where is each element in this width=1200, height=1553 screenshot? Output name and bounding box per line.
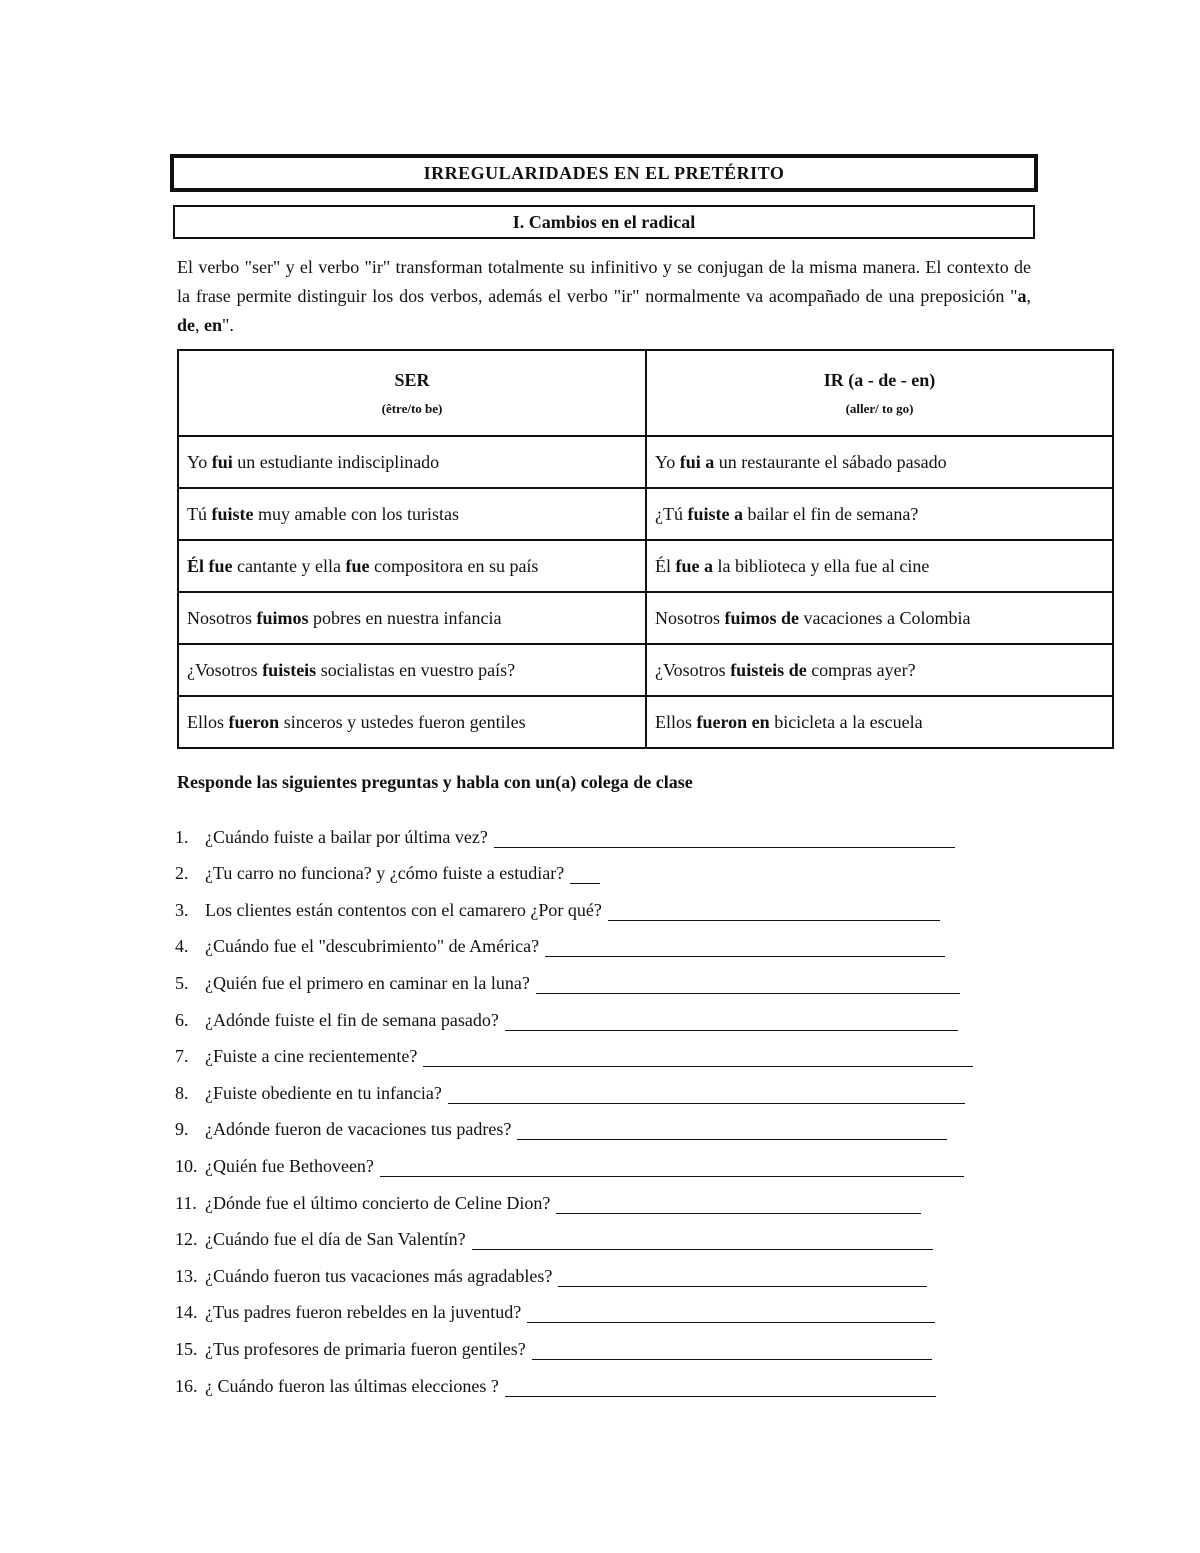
intro-text: El verbo "ser" y el verbo "ir" transforman totalmente su infinitivo y se conjugan de la misma manera. El contexto de la frase permite distinguir los dos verbos, además el verbo "ir" normalmente va acompañado de una preposición " (177, 257, 1031, 306)
ir-text: Él (655, 555, 676, 576)
table-row (178, 644, 1113, 696)
ser-text: cantante y ella (232, 555, 346, 576)
question-item (175, 1252, 973, 1289)
question-item (175, 1362, 973, 1399)
ir-verb: fuimos de (724, 607, 800, 628)
table-row (178, 592, 1113, 644)
ser-cell (178, 540, 646, 592)
ser-verb: fue (345, 555, 370, 576)
ser-cell (178, 488, 646, 540)
ir-text: un restaurante el sábado pasado (714, 451, 947, 472)
question-number: 8. (175, 1082, 189, 1103)
intro-prep-a: a (1017, 286, 1027, 306)
ser-text: un estudiante indisciplinado (232, 451, 440, 472)
intro-prep-de: de (177, 315, 195, 335)
ser-cell (178, 696, 646, 748)
answer-line[interactable] (472, 1229, 933, 1250)
questions-heading: Responde las siguientes preguntas y habla con un(a) colega de clase (177, 772, 693, 792)
ir-text: vacaciones a Colombia (799, 607, 971, 628)
intro-paragraph (177, 253, 1031, 340)
question-text: ¿Cuándo fue el "descubrimiento" de América? (205, 936, 540, 957)
ir-cell (646, 644, 1113, 696)
ser-verb: fuiste (211, 503, 254, 524)
answer-line[interactable] (536, 973, 960, 994)
question-text: ¿Quién fue Bethoveen? (205, 1155, 374, 1176)
ir-text: compras ayer? (806, 659, 916, 680)
question-item (175, 1179, 973, 1216)
question-item (175, 1289, 973, 1326)
ir-text: bailar el fin de semana? (742, 503, 919, 524)
question-text: Los clientes están contentos con el camarero ¿Por qué? (205, 899, 602, 920)
answer-line[interactable] (558, 1266, 927, 1287)
question-number: 11. (175, 1192, 197, 1213)
question-item (175, 1069, 973, 1106)
question-text: ¿ Cuándo fueron las últimas elecciones ? (205, 1375, 499, 1396)
ser-verb: fui (211, 451, 233, 472)
question-text: ¿Fuiste obediente en tu infancia? (205, 1082, 442, 1103)
question-text: ¿Dónde fue el último concierto de Celine Dion? (205, 1192, 551, 1213)
question-item (175, 813, 973, 850)
ir-text: ¿Tú (655, 503, 688, 524)
ser-cell (178, 592, 646, 644)
ir-verb: fue a (675, 555, 713, 576)
intro-sep: , (195, 315, 204, 335)
ser-text: Ellos (187, 711, 229, 732)
ser-header-label: SER (394, 369, 430, 390)
ser-cell (178, 644, 646, 696)
question-text: ¿Cuándo fueron tus vacaciones más agradables? (205, 1265, 553, 1286)
answer-line[interactable] (532, 1339, 932, 1360)
question-number: 5. (175, 972, 189, 993)
answer-line[interactable] (380, 1156, 964, 1177)
ir-cell (646, 436, 1113, 488)
ser-cell (178, 436, 646, 488)
answer-line[interactable] (423, 1046, 973, 1067)
answer-line[interactable] (570, 863, 600, 884)
ser-text: socialistas en vuestro país? (316, 659, 516, 680)
question-number: 10. (175, 1155, 198, 1176)
question-number: 15. (175, 1338, 198, 1359)
question-item (175, 850, 973, 887)
questions-list (175, 813, 973, 1399)
table-header-row (178, 350, 1113, 436)
question-item (175, 1033, 973, 1070)
ir-cell (646, 488, 1113, 540)
ir-header-label: IR (a - de - en) (823, 369, 936, 390)
ser-verb: fueron (228, 711, 280, 732)
question-text: ¿Adónde fueron de vacaciones tus padres? (205, 1119, 512, 1140)
ser-text: compositora en su país (369, 555, 539, 576)
intro-prep-en: en (204, 315, 222, 335)
question-item (175, 1142, 973, 1179)
ir-header-sub: (aller/ to go) (845, 400, 914, 416)
ser-text: pobres en nuestra infancia (308, 607, 502, 628)
question-item (175, 1325, 973, 1362)
answer-line[interactable] (556, 1193, 921, 1214)
question-number: 4. (175, 936, 189, 957)
ir-header (646, 350, 1113, 436)
ser-verb: Él fue (187, 555, 233, 576)
question-number: 12. (175, 1229, 198, 1250)
question-number: 2. (175, 863, 189, 884)
answer-line[interactable] (517, 1119, 947, 1140)
question-number: 9. (175, 1119, 189, 1140)
question-text: ¿Tus profesores de primaria fueron gentiles? (205, 1338, 526, 1359)
table-row (178, 540, 1113, 592)
ir-cell (646, 696, 1113, 748)
ir-text: la biblioteca y ella fue al cine (713, 555, 930, 576)
intro-end: ". (222, 315, 234, 335)
answer-line[interactable] (494, 827, 955, 848)
section-heading-text: I. Cambios en el radical (512, 211, 696, 232)
ir-text: Nosotros (655, 607, 725, 628)
table-row (178, 696, 1113, 748)
question-text: ¿Adónde fuiste el fin de semana pasado? (205, 1009, 499, 1030)
question-text: ¿Cuándo fue el día de San Valentín? (205, 1229, 466, 1250)
question-item (175, 996, 973, 1033)
question-text: ¿Quién fue el primero en caminar en la luna? (205, 972, 530, 993)
section-heading (173, 205, 1035, 239)
answer-line[interactable] (505, 1010, 958, 1031)
table-row (178, 436, 1113, 488)
question-text: ¿Tus padres fueron rebeldes en la juventud? (205, 1302, 522, 1323)
ir-cell (646, 592, 1113, 644)
question-item (175, 886, 973, 923)
ir-verb: fui a (679, 451, 715, 472)
question-item (175, 959, 973, 996)
question-number: 14. (175, 1302, 198, 1323)
page-title (170, 154, 1038, 192)
ir-verb: fueron en (696, 711, 770, 732)
ser-text: Nosotros (187, 607, 257, 628)
ser-verb: fuimos (256, 607, 309, 628)
ir-verb: fuisteis de (730, 659, 807, 680)
table-row (178, 488, 1113, 540)
ser-text: Yo (187, 451, 212, 472)
answer-line[interactable] (527, 1302, 935, 1323)
question-number: 6. (175, 1009, 189, 1030)
question-number: 16. (175, 1375, 198, 1396)
question-number: 3. (175, 899, 189, 920)
question-text: ¿Tu carro no funciona? y ¿cómo fuiste a estudiar? (205, 863, 565, 884)
question-item (175, 923, 973, 960)
question-item (175, 1106, 973, 1143)
question-number: 7. (175, 1046, 189, 1067)
question-number: 1. (175, 826, 189, 847)
answer-line[interactable] (448, 1083, 965, 1104)
ser-header (178, 350, 646, 436)
ir-text: ¿Vosotros (655, 659, 731, 680)
question-item (175, 1216, 973, 1253)
ser-header-sub: (être/to be) (381, 400, 443, 416)
conjugation-table (177, 349, 1114, 749)
intro-sep: , (1026, 286, 1031, 306)
ser-text: Tú (187, 503, 212, 524)
ir-cell (646, 540, 1113, 592)
question-text: ¿Fuiste a cine recientemente? (205, 1046, 418, 1067)
answer-line[interactable] (545, 936, 945, 957)
ser-text: sinceros y ustedes fueron gentiles (279, 711, 526, 732)
ser-text: ¿Vosotros (187, 659, 263, 680)
page-title-text: IRREGULARIDADES EN EL PRETÉRITO (423, 162, 785, 183)
ir-text: bicicleta a la escuela (769, 711, 923, 732)
ir-text: Ellos (655, 711, 697, 732)
ir-text: Yo (655, 451, 680, 472)
question-number: 13. (175, 1265, 198, 1286)
answer-line[interactable] (608, 900, 940, 921)
answer-line[interactable] (505, 1376, 936, 1397)
ir-verb: fuiste a (687, 503, 743, 524)
question-text: ¿Cuándo fuiste a bailar por última vez? (205, 826, 488, 847)
ser-verb: fuisteis (262, 659, 317, 680)
ser-text: muy amable con los turistas (253, 503, 459, 524)
